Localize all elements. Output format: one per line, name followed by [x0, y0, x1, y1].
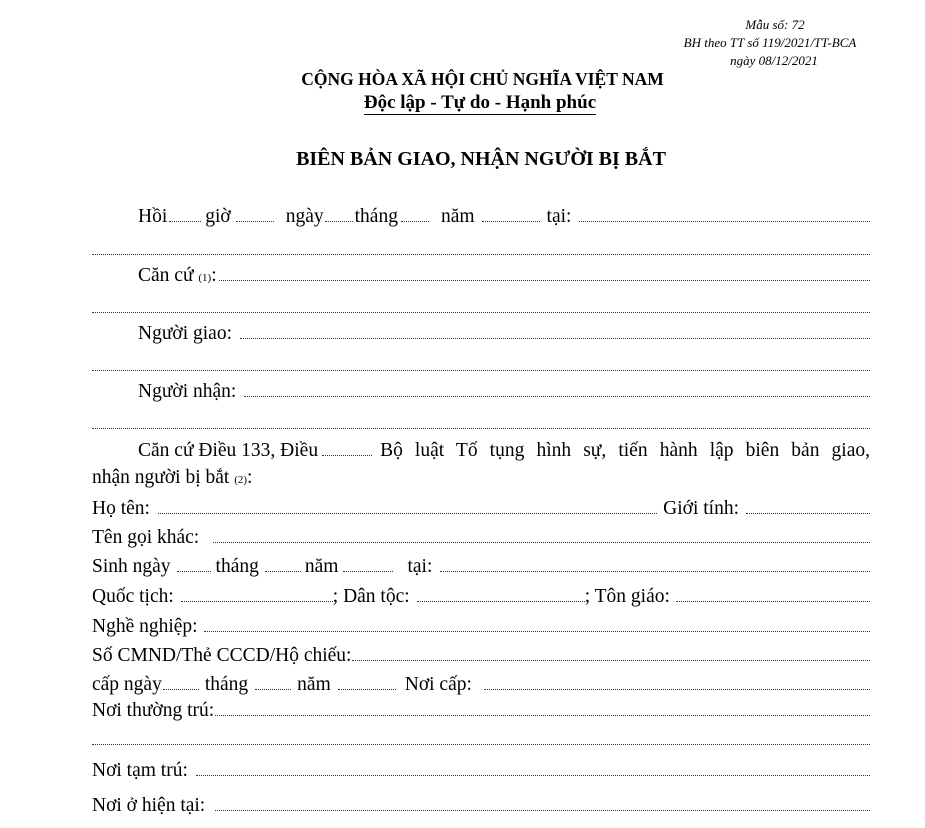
- label-hoi: Hồi: [138, 206, 168, 227]
- label-ho-ten: Họ tên:: [92, 498, 150, 519]
- label-cap-ngay: cấp ngày: [92, 674, 162, 695]
- can-cu-row: Căn cứ (1) :: [138, 265, 870, 291]
- field-can-cu[interactable]: [219, 266, 870, 281]
- ho-ten-row: [92, 498, 870, 524]
- country-name: CỘNG HÒA XÃ HỘI CHỦ NGHĨA VIỆT NAM: [301, 69, 664, 89]
- label-can-cu: Căn cứ: [138, 265, 194, 286]
- label-noi-cap: Nơi cấp:: [404, 674, 472, 695]
- birth-row: [92, 556, 870, 582]
- field-noi-tam-tru[interactable]: [196, 761, 870, 776]
- label-ngay: ngày: [285, 206, 324, 227]
- colon: :: [211, 265, 217, 286]
- legal-basis-line2: nhận người bị bắt (2) :: [92, 467, 253, 488]
- field-noi-o-hien-tai[interactable]: [215, 796, 870, 811]
- label-dan-toc: ; Dân tộc:: [332, 586, 410, 607]
- legal-basis-text-3: nhận người bị bắt: [92, 467, 230, 488]
- nguoi-nhan-row: [138, 381, 870, 407]
- label-nam: năm: [440, 206, 475, 227]
- legal-basis-line1: [138, 440, 870, 466]
- label-sinh-ngay: Sinh ngày: [92, 556, 171, 577]
- label-issue-thang: tháng: [204, 674, 249, 695]
- label-birth-nam: năm: [304, 556, 339, 577]
- field-quoc-tich[interactable]: [181, 587, 333, 602]
- nationality-row: [92, 586, 870, 612]
- field-ton-giao[interactable]: [676, 587, 870, 602]
- permanent-residence-row: [92, 700, 870, 726]
- label-gio: giờ: [205, 206, 231, 227]
- label-birth-tai: tại:: [407, 556, 433, 577]
- field-can-cu-cont[interactable]: [92, 312, 870, 313]
- field-place[interactable]: [579, 207, 870, 222]
- field-hour[interactable]: [169, 207, 201, 222]
- id-doc-row: [92, 645, 870, 671]
- field-ten-goi-khac[interactable]: [213, 528, 870, 543]
- legal-basis-text-2: Bộ luật Tố tụng hình sự, tiến hành lập biên bản giao,: [380, 440, 870, 461]
- label-nghe-nghiep: Nghề nghiệp:: [92, 616, 198, 637]
- issue-row: [92, 674, 870, 700]
- label-noi-o-hien-tai: Nơi ở hiện tại:: [92, 795, 206, 816]
- field-id-doc[interactable]: [352, 646, 870, 661]
- national-motto: Độc lập - Tự do - Hạnh phúc: [363, 92, 597, 113]
- colon: :: [247, 467, 253, 488]
- label-ten-goi-khac: Tên gọi khác:: [92, 527, 200, 548]
- label-gioi-tinh: Giới tính:: [663, 498, 739, 519]
- field-dan-toc[interactable]: [417, 587, 585, 602]
- field-issue-day[interactable]: [163, 675, 199, 690]
- form-issued-by: BH theo TT số 119/2021/TT-BCA: [683, 35, 857, 50]
- field-noi-thuong-tru-cont[interactable]: [92, 744, 870, 745]
- field-nghe-nghiep[interactable]: [204, 617, 870, 632]
- field-dieu[interactable]: [322, 441, 372, 456]
- field-birth-place[interactable]: [440, 557, 870, 572]
- label-nguoi-giao: Người giao:: [138, 323, 232, 344]
- field-nguoi-nhan[interactable]: [244, 382, 870, 397]
- field-day[interactable]: [325, 207, 353, 222]
- label-id-doc: Số CMND/Thẻ CCCD/Hộ chiếu:: [92, 645, 352, 666]
- field-nguoi-nhan-cont[interactable]: [92, 428, 870, 429]
- field-gioi-tinh[interactable]: [746, 499, 870, 514]
- legal-basis-text-1: Căn cứ Điều 133, Điều: [138, 440, 319, 461]
- field-issue-month[interactable]: [255, 675, 291, 690]
- label-noi-thuong-tru: Nơi thường trú:: [92, 700, 215, 721]
- label-quoc-tich: Quốc tịch:: [92, 586, 174, 607]
- field-birth-year[interactable]: [343, 557, 393, 572]
- field-issue-year[interactable]: [338, 675, 396, 690]
- field-year[interactable]: [482, 207, 540, 222]
- field-ho-ten[interactable]: [158, 499, 657, 514]
- label-ton-giao: ; Tôn giáo:: [584, 586, 670, 607]
- form-issued-date: ngày 08/12/2021: [730, 53, 818, 68]
- label-nguoi-nhan: Người nhận:: [138, 381, 237, 402]
- temporary-residence-row: [92, 760, 870, 786]
- field-birth-day[interactable]: [177, 557, 211, 572]
- nguoi-giao-row: [138, 323, 870, 349]
- time-place-row: [138, 206, 870, 232]
- current-residence-row: [92, 795, 870, 821]
- form-meta: [660, 17, 880, 69]
- occupation-row: [92, 616, 870, 642]
- field-birth-month[interactable]: [265, 557, 301, 572]
- field-nguoi-giao[interactable]: [240, 324, 870, 339]
- field-place-cont[interactable]: [92, 254, 870, 255]
- label-tai: tại:: [546, 206, 572, 227]
- label-noi-tam-tru: Nơi tạm trú:: [92, 760, 188, 781]
- field-noi-cap[interactable]: [484, 675, 870, 690]
- field-nguoi-giao-cont[interactable]: [92, 370, 870, 371]
- form-number: Mẫu số: 72: [745, 17, 805, 32]
- field-minute[interactable]: [236, 207, 274, 222]
- document-title: BIÊN BẢN GIAO, NHẬN NGƯỜI BỊ BẮT: [296, 148, 666, 170]
- ten-goi-khac-row: [92, 527, 870, 553]
- label-birth-thang: tháng: [215, 556, 259, 577]
- label-thang: tháng: [354, 206, 398, 227]
- field-month[interactable]: [401, 207, 429, 222]
- label-issue-nam: năm: [297, 674, 331, 695]
- field-noi-thuong-tru[interactable]: [215, 701, 870, 716]
